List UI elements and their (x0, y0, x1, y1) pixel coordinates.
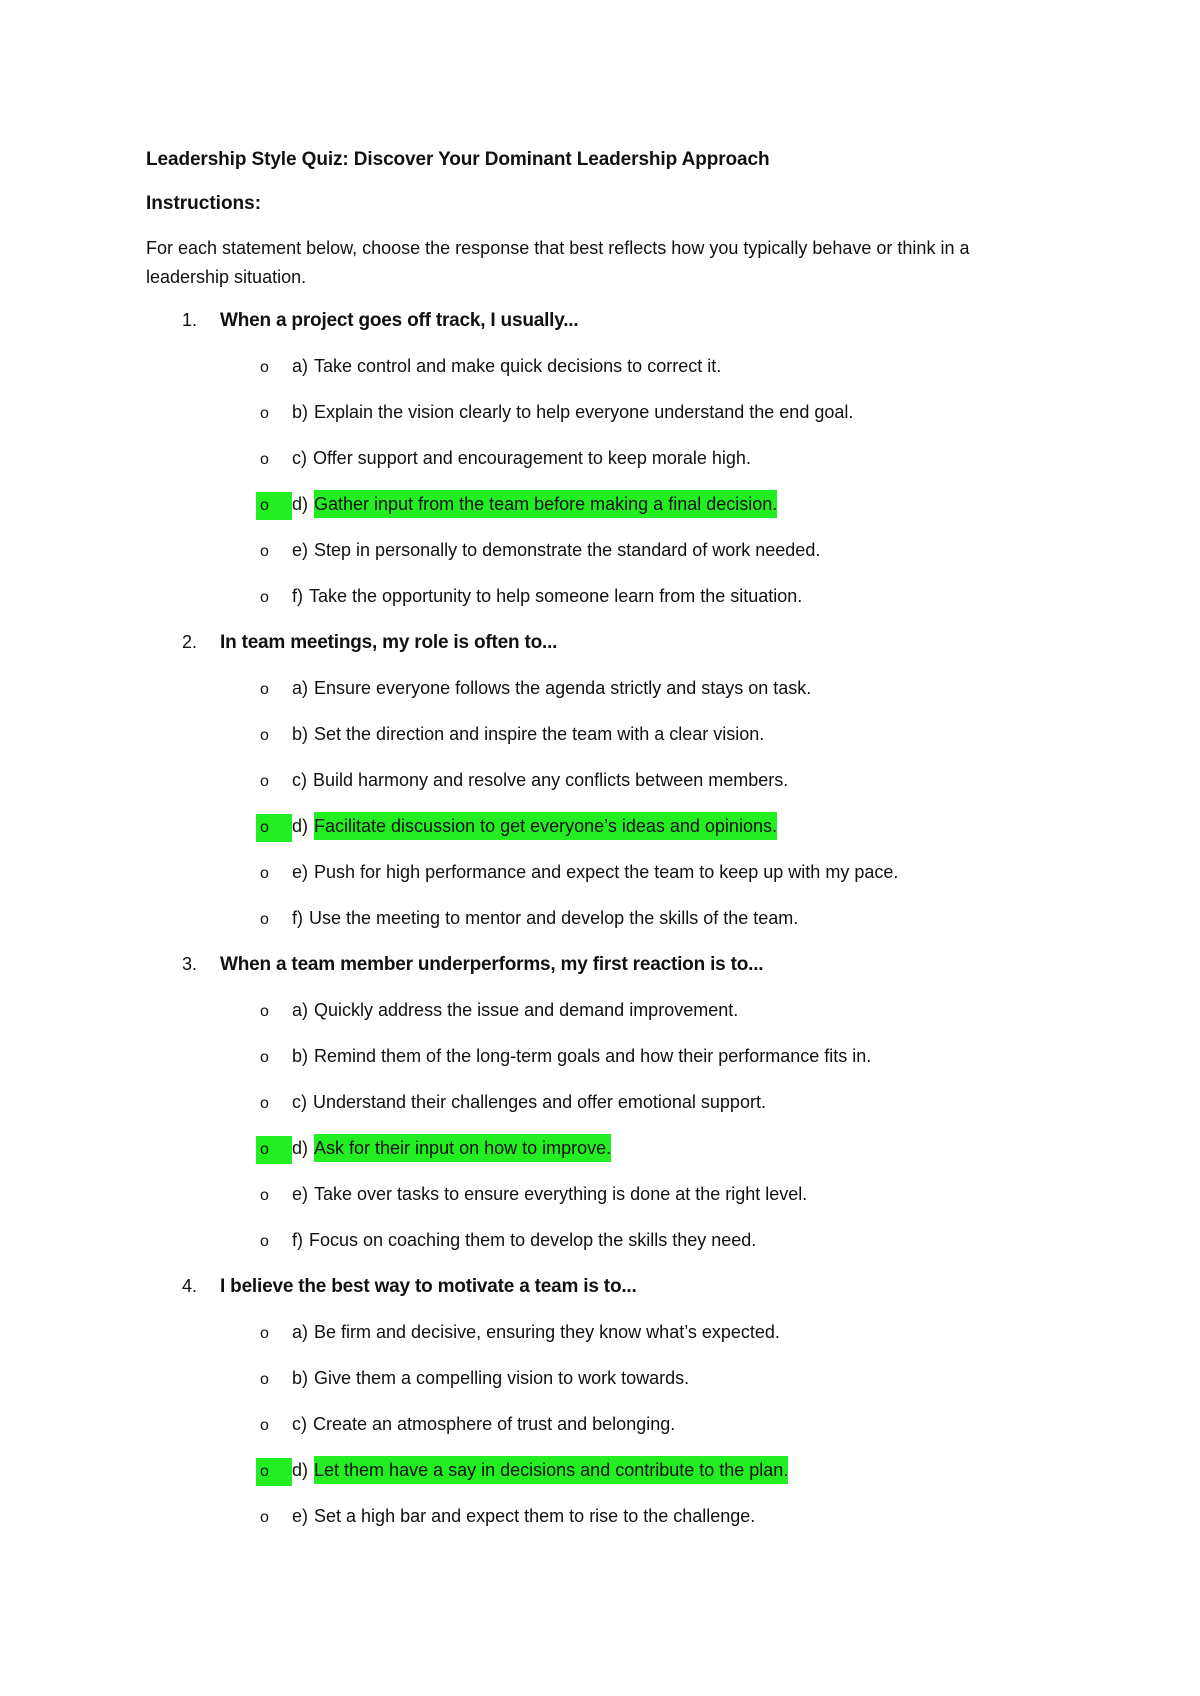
option-list (146, 674, 1066, 950)
bullet-icon: o (260, 1187, 269, 1204)
question-item (146, 628, 1066, 950)
option-text: Understand their challenges and offer emotional support. (313, 1092, 766, 1112)
question-text: I believe the best way to motivate a team is to... (220, 1276, 637, 1297)
question-line (146, 306, 1066, 352)
option-item-highlighted (146, 490, 1066, 536)
bullet-icon: o (260, 681, 269, 698)
option-item (146, 858, 1066, 904)
bullet-icon: o (260, 1509, 269, 1526)
option-letter: b) (292, 1046, 309, 1066)
option-list (146, 1318, 1066, 1548)
option-item (146, 1364, 1066, 1410)
option-letter: f) (292, 586, 303, 606)
option-item (146, 904, 1066, 950)
question-item (146, 1272, 1066, 1548)
option-letter: d) (292, 494, 309, 514)
instructions-heading: Instructions: (146, 193, 262, 214)
bullet-icon: o (260, 1417, 269, 1434)
option-letter: a) (292, 1322, 309, 1342)
option-item (146, 1180, 1066, 1226)
option-letter: a) (292, 1000, 309, 1020)
question-number: 3. (182, 954, 198, 974)
option-text: Let them have a say in decisions and contribute to the plan. (314, 1456, 788, 1484)
option-item (146, 996, 1066, 1042)
option-text: Quickly address the issue and demand improvement. (314, 1000, 739, 1020)
option-text: Offer support and encouragement to keep morale high. (313, 448, 751, 468)
option-text: Give them a compelling vision to work towards. (314, 1368, 690, 1388)
bullet-icon: o (260, 727, 269, 744)
option-letter: c) (292, 770, 307, 790)
question-text: When a project goes off track, I usually... (220, 310, 579, 331)
option-item (146, 398, 1066, 444)
question-item (146, 306, 1066, 628)
question-number: 4. (182, 1276, 198, 1296)
option-text: Facilitate discussion to get everyone’s ideas and opinions. (314, 812, 777, 840)
bullet-icon: o (260, 1003, 269, 1020)
option-text: Take control and make quick decisions to correct it. (314, 356, 722, 376)
bullet-icon: o (260, 359, 269, 376)
bullet-icon: o (256, 1136, 292, 1164)
bullet-icon: o (260, 865, 269, 882)
option-item-highlighted (146, 812, 1066, 858)
option-letter: e) (292, 1506, 309, 1526)
option-item (146, 1088, 1066, 1134)
option-letter: b) (292, 1368, 309, 1388)
option-list (146, 352, 1066, 628)
option-letter: f) (292, 908, 303, 928)
option-letter: e) (292, 540, 309, 560)
option-item (146, 1226, 1066, 1272)
bullet-icon: o (260, 451, 269, 468)
option-letter: a) (292, 678, 309, 698)
bullet-icon: o (260, 1325, 269, 1342)
option-text: Set the direction and inspire the team with a clear vision. (314, 724, 765, 744)
option-item (146, 352, 1066, 398)
option-text: Build harmony and resolve any conflicts between members. (313, 770, 789, 790)
question-text: When a team member underperforms, my first reaction is to... (220, 954, 764, 975)
option-list (146, 996, 1066, 1272)
option-text: Focus on coaching them to develop the skills they need. (309, 1230, 757, 1250)
option-letter: a) (292, 356, 309, 376)
option-letter: c) (292, 1092, 307, 1112)
bullet-icon: o (260, 589, 269, 606)
option-item (146, 720, 1066, 766)
question-item (146, 950, 1066, 1272)
bullet-icon: o (256, 814, 292, 842)
option-item-highlighted (146, 1134, 1066, 1180)
option-text: Create an atmosphere of trust and belonging. (313, 1414, 676, 1434)
option-letter: c) (292, 448, 307, 468)
option-item (146, 444, 1066, 490)
option-text: Remind them of the long-term goals and how their performance fits in. (314, 1046, 872, 1066)
option-item (146, 766, 1066, 812)
option-letter: f) (292, 1230, 303, 1250)
option-item (146, 536, 1066, 582)
option-text: Gather input from the team before making a final decision. (314, 490, 777, 518)
document-content (146, 146, 1066, 1548)
bullet-icon: o (260, 911, 269, 928)
option-item (146, 1042, 1066, 1088)
option-text: Explain the vision clearly to help everyone understand the end goal. (314, 402, 854, 422)
option-text: Use the meeting to mentor and develop the skills of the team. (309, 908, 799, 928)
bullet-icon: o (260, 1095, 269, 1112)
document-title: Leadership Style Quiz: Discover Your Dominant Leadership Approach (146, 149, 770, 170)
option-text: Take over tasks to ensure everything is done at the right level. (314, 1184, 808, 1204)
option-item (146, 1410, 1066, 1456)
bullet-icon: o (260, 1049, 269, 1066)
option-text: Take the opportunity to help someone learn from the situation. (309, 586, 803, 606)
question-number: 1. (182, 310, 198, 330)
option-letter: c) (292, 1414, 307, 1434)
option-text: Push for high performance and expect the team to keep up with my pace. (314, 862, 899, 882)
option-letter: b) (292, 402, 309, 422)
question-line (146, 1272, 1066, 1318)
option-text: Ensure everyone follows the agenda strictly and stays on task. (314, 678, 812, 698)
question-list (146, 306, 1066, 1548)
option-letter: b) (292, 724, 309, 744)
option-letter: d) (292, 1460, 309, 1480)
option-letter: e) (292, 862, 309, 882)
option-item (146, 1318, 1066, 1364)
option-item (146, 582, 1066, 628)
bullet-icon: o (260, 543, 269, 560)
option-letter: d) (292, 1138, 309, 1158)
option-letter: d) (292, 816, 309, 836)
bullet-icon: o (260, 773, 269, 790)
question-text: In team meetings, my role is often to... (220, 632, 558, 653)
option-text: Set a high bar and expect them to rise to the challenge. (314, 1506, 756, 1526)
bullet-icon: o (260, 405, 269, 422)
bullet-icon: o (256, 492, 292, 520)
option-text: Step in personally to demonstrate the standard of work needed. (314, 540, 821, 560)
instructions-text: For each statement below, choose the response that best reflects how you typically behave or think in a leadership situation. (146, 238, 970, 287)
question-number: 2. (182, 632, 198, 652)
question-line (146, 628, 1066, 674)
option-letter: e) (292, 1184, 309, 1204)
option-text: Ask for their input on how to improve. (314, 1134, 611, 1162)
option-item (146, 1502, 1066, 1548)
option-item-highlighted (146, 1456, 1066, 1502)
question-line (146, 950, 1066, 996)
bullet-icon: o (256, 1458, 292, 1486)
option-text: Be firm and decisive, ensuring they know what’s expected. (314, 1322, 780, 1342)
option-item (146, 674, 1066, 720)
bullet-icon: o (260, 1371, 269, 1388)
bullet-icon: o (260, 1233, 269, 1250)
